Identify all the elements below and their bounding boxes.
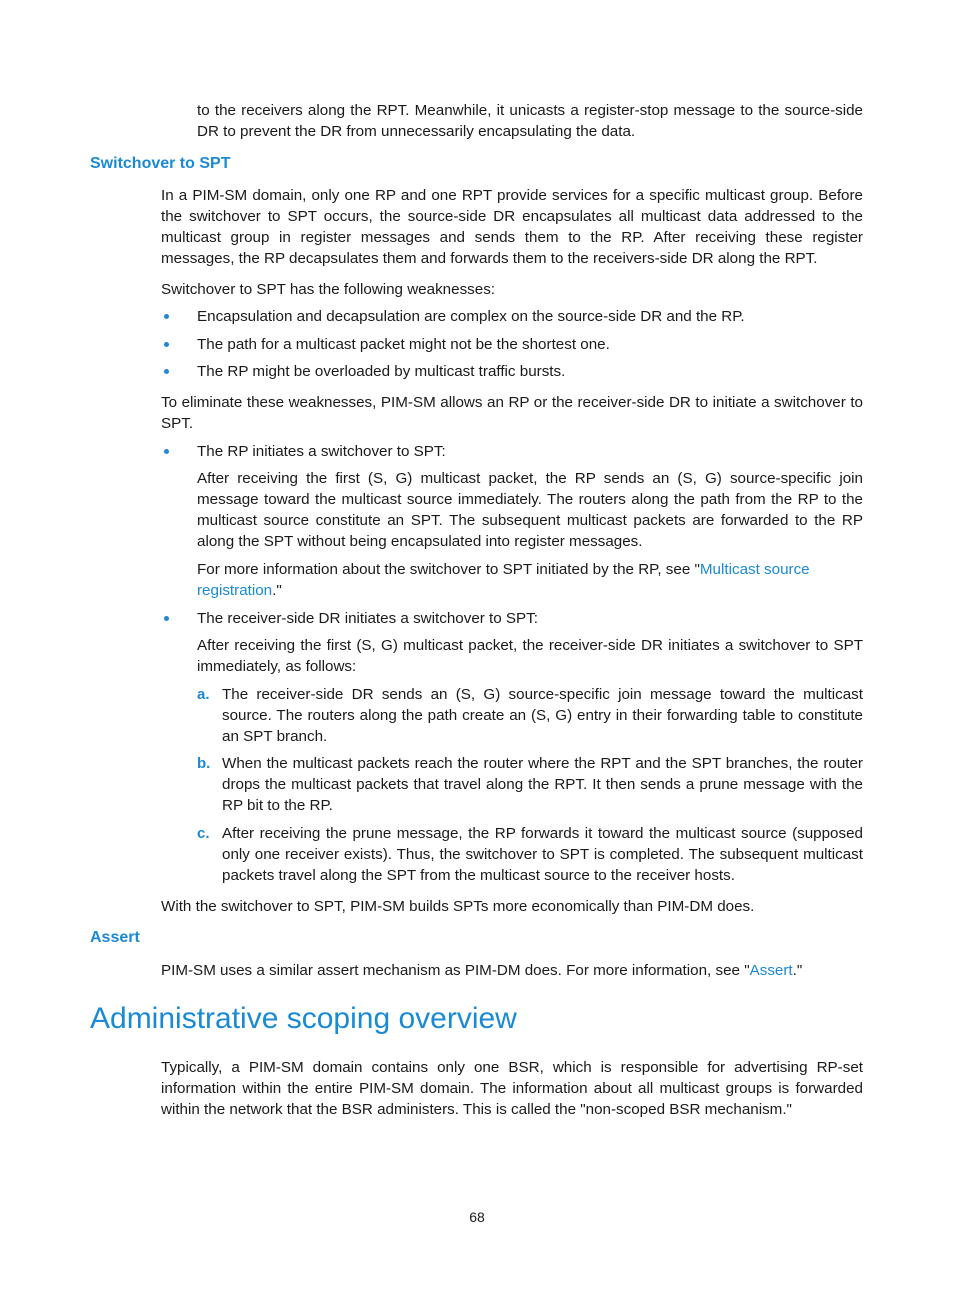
switchover-paragraph: In a PIM-SM domain, only one RP and one RPT provide services for a specific multicast group. Before the switchover to SPT occurs, the source-side DR encapsulates all multicast data addressed to the multicast group in register messages and sends them to the RP. After receiving these register messages, the RP decapsulates them and forwards them to the receivers-side DR along the RPT. [161, 187, 863, 267]
section-heading-assert: Assert [90, 929, 140, 946]
bullet-icon [164, 616, 169, 621]
step-marker: c. [197, 825, 210, 842]
rp-more-info: For more information about the switchover to SPT initiated by the RP, see "Multicast source registration." [197, 561, 810, 599]
weakness-item: The RP might be overloaded by multicast traffic bursts. [197, 363, 566, 380]
step-marker: b. [197, 755, 211, 772]
multicast-source-registration-link[interactable]: Multicast source registration [197, 561, 810, 599]
eliminate-paragraph: To eliminate these weaknesses, PIM-SM allows an RP or the receiver-side DR to initiate a switchover to SPT. [161, 394, 863, 432]
bullet-icon [164, 369, 169, 374]
switchover-closing: With the switchover to SPT, PIM-SM builds SPTs more economically than PIM-DM does. [161, 898, 755, 915]
bullet-icon [164, 314, 169, 319]
assert-paragraph: PIM-SM uses a similar assert mechanism as PIM-DM does. For more information, see "Assert." [161, 962, 803, 979]
admin-scoping-paragraph: Typically, a PIM-SM domain contains only one BSR, which is responsible for advertising RP-set information within the entire PIM-SM domain. The information about all multicast groups is forwarded within the network that the BSR administers. This is called the "non-scoped BSR mechanism." [161, 1059, 863, 1118]
weakness-item: The path for a multicast packet might not be the shortest one. [197, 336, 610, 353]
rp-initiates-item: The RP initiates a switchover to SPT: [197, 443, 446, 460]
bullet-icon [164, 342, 169, 347]
step-text: After receiving the prune message, the RP forwards it toward the multicast source (supposed only one receiver exists). Thus, the switchover to SPT is completed. The subsequent multicast packets travel along the SPT from the multicast source to the receiver hosts. [222, 825, 863, 884]
weakness-item: Encapsulation and decapsulation are complex on the source-side DR and the RP. [197, 308, 745, 325]
intro-paragraph: to the receivers along the RPT. Meanwhile, it unicasts a register-stop message to the source-side DR to prevent the DR from unnecessarily encapsulating the data. [197, 102, 863, 140]
rp-initiates-paragraph: After receiving the first (S, G) multicast packet, the RP sends an (S, G) source-specific join message toward the multicast source immediately. The routers along the path from the RP to the multicast source constitute an SPT. The subsequent multicast packets are forwarded to the RP along the SPT without being encapsulated into register messages. [197, 470, 863, 550]
dr-initiates-paragraph: After receiving the first (S, G) multicast packet, the receiver-side DR initiates a switchover to SPT immediately, as follows: [197, 637, 863, 675]
assert-link[interactable]: Assert [749, 962, 793, 979]
step-marker: a. [197, 686, 210, 703]
dr-initiates-item: The receiver-side DR initiates a switchover to SPT: [197, 610, 538, 627]
page-number: 68 [469, 1209, 485, 1225]
section-heading-switchover: Switchover to SPT [90, 155, 231, 172]
bullet-icon [164, 449, 169, 454]
weaknesses-intro: Switchover to SPT has the following weaknesses: [161, 281, 496, 298]
section-heading-admin-scoping: Administrative scoping overview [90, 1002, 517, 1035]
step-text: The receiver-side DR sends an (S, G) source-specific join message toward the multicast source. The routers along the path create an (S, G) entry in their forwarding table to constitute an SPT branch. [222, 686, 863, 745]
step-text: When the multicast packets reach the router where the RPT and the SPT branches, the router drops the multicast packets that travel along the RPT. It then sends a prune message with the RP bit to the RP. [222, 755, 863, 814]
